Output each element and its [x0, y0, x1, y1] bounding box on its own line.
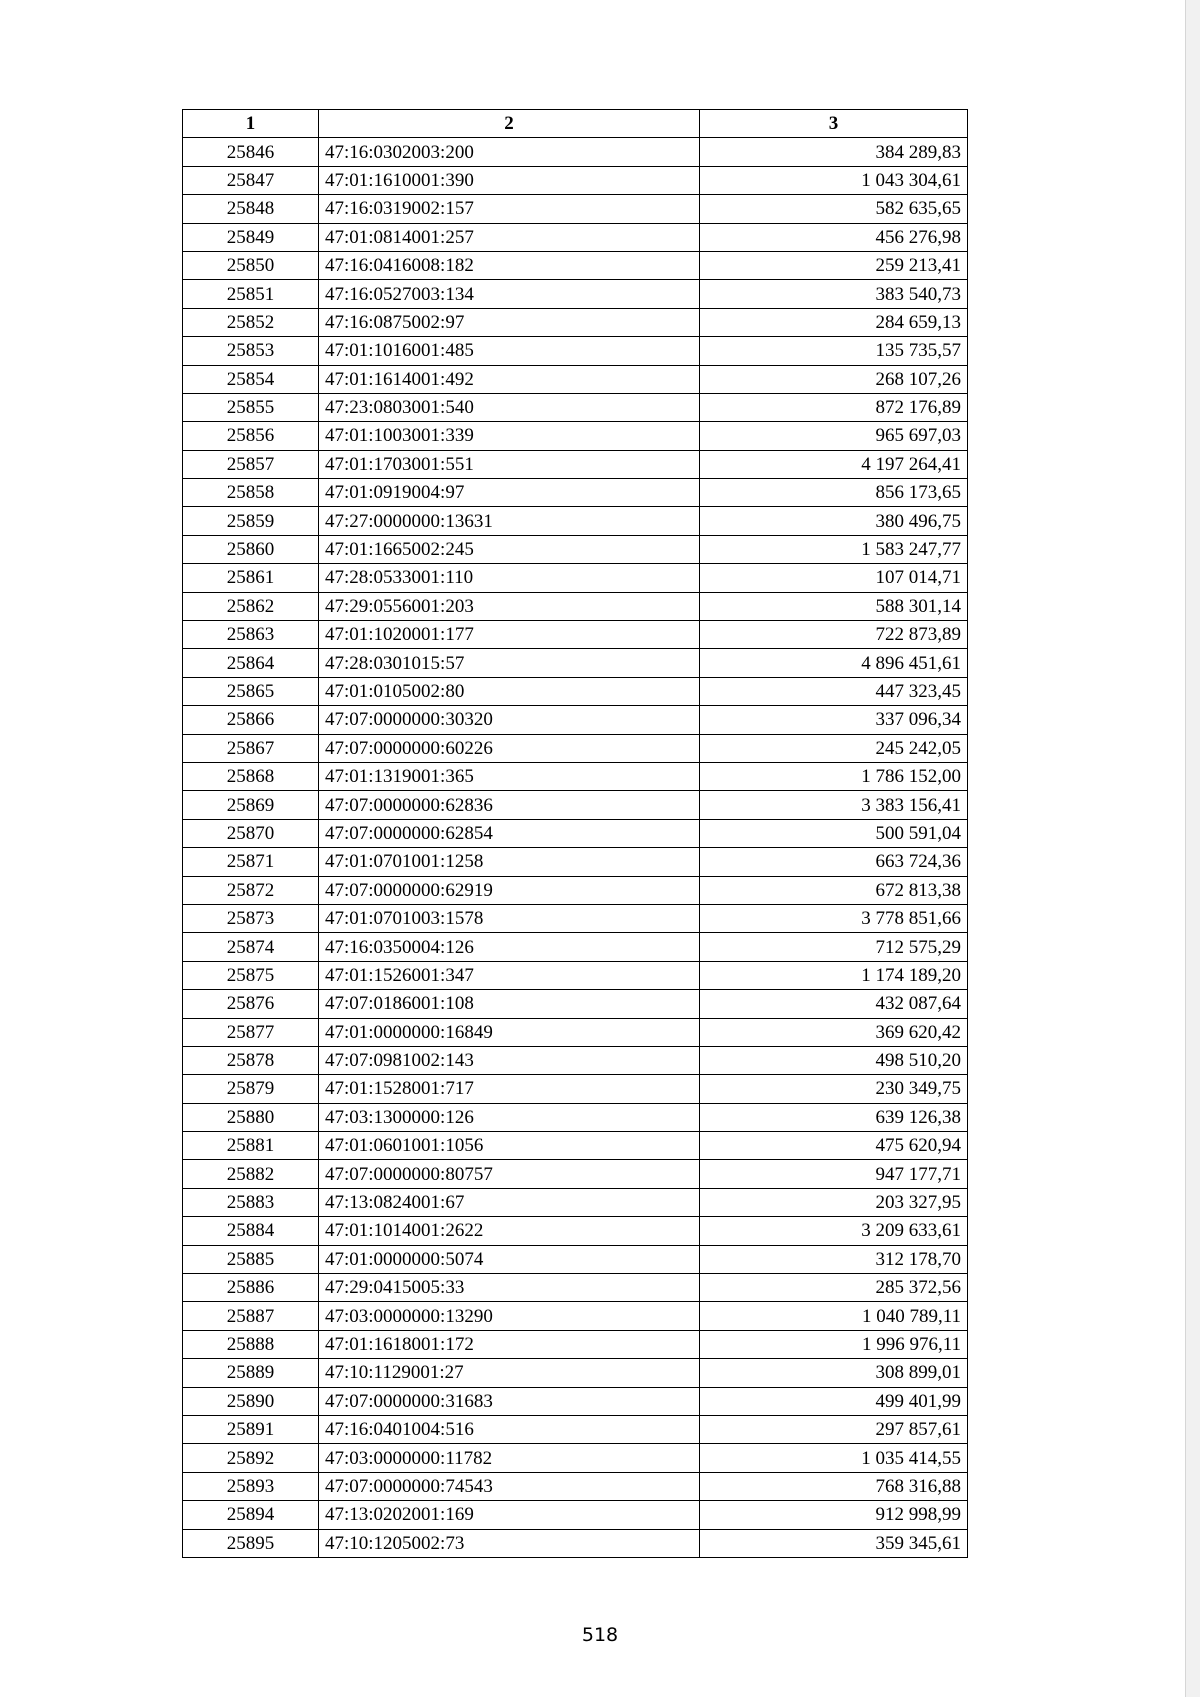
row-number-cell: 25880: [183, 1103, 319, 1131]
table-row: [183, 280, 968, 308]
cadastral-number-cell: 47:01:0000000:16849: [319, 1018, 700, 1046]
cadastral-number-cell: 47:01:1319001:365: [319, 762, 700, 790]
cadastral-number-cell: 47:01:1003001:339: [319, 422, 700, 450]
table-row: [183, 365, 968, 393]
row-number-cell: 25889: [183, 1359, 319, 1387]
table-row: [183, 1501, 968, 1529]
value-cell: 588 301,14: [700, 592, 968, 620]
value-cell: 285 372,56: [700, 1274, 968, 1302]
value-cell: 245 242,05: [700, 734, 968, 762]
table-row: [183, 223, 968, 251]
value-cell: 872 176,89: [700, 393, 968, 421]
cadastral-number-cell: 47:07:0000000:74543: [319, 1472, 700, 1500]
row-number-cell: 25854: [183, 365, 319, 393]
table-row: [183, 1046, 968, 1074]
table-row: [183, 195, 968, 223]
table-row: [183, 819, 968, 847]
table-body: [183, 138, 968, 1558]
row-number-cell: 25858: [183, 479, 319, 507]
cadastral-number-cell: 47:13:0202001:169: [319, 1501, 700, 1529]
row-number-cell: 25848: [183, 195, 319, 223]
row-number-cell: 25891: [183, 1415, 319, 1443]
value-cell: 3 383 156,41: [700, 791, 968, 819]
value-cell: 582 635,65: [700, 195, 968, 223]
row-number-cell: 25874: [183, 933, 319, 961]
cadastral-number-cell: 47:01:1610001:390: [319, 166, 700, 194]
value-cell: 3 778 851,66: [700, 904, 968, 932]
row-number-cell: 25865: [183, 677, 319, 705]
value-cell: 1 040 789,11: [700, 1302, 968, 1330]
table-row: [183, 649, 968, 677]
page-edge: [1185, 0, 1200, 1697]
value-cell: 1 035 414,55: [700, 1444, 968, 1472]
row-number-cell: 25868: [183, 762, 319, 790]
cadastral-number-cell: 47:07:0000000:62919: [319, 876, 700, 904]
cadastral-number-cell: 47:01:1528001:717: [319, 1075, 700, 1103]
cadastral-number-cell: 47:03:0000000:11782: [319, 1444, 700, 1472]
column-header-3: 3: [700, 110, 968, 138]
row-number-cell: 25849: [183, 223, 319, 251]
cadastral-number-cell: 47:07:0000000:62836: [319, 791, 700, 819]
cadastral-number-cell: 47:16:0319002:157: [319, 195, 700, 223]
cadastral-number-cell: 47:03:0000000:13290: [319, 1302, 700, 1330]
cadastral-number-cell: 47:07:0981002:143: [319, 1046, 700, 1074]
table-row: [183, 933, 968, 961]
value-cell: 856 173,65: [700, 479, 968, 507]
row-number-cell: 25872: [183, 876, 319, 904]
value-cell: 3 209 633,61: [700, 1217, 968, 1245]
value-cell: 722 873,89: [700, 621, 968, 649]
table-row: [183, 961, 968, 989]
cadastral-number-cell: 47:01:0000000:5074: [319, 1245, 700, 1273]
cadastral-number-cell: 47:16:0416008:182: [319, 251, 700, 279]
row-number-cell: 25879: [183, 1075, 319, 1103]
value-cell: 1 174 189,20: [700, 961, 968, 989]
cadastral-number-cell: 47:01:1614001:492: [319, 365, 700, 393]
row-number-cell: 25850: [183, 251, 319, 279]
value-cell: 107 014,71: [700, 564, 968, 592]
row-number-cell: 25893: [183, 1472, 319, 1500]
cadastral-number-cell: 47:07:0186001:108: [319, 990, 700, 1018]
row-number-cell: 25885: [183, 1245, 319, 1273]
data-table: [182, 109, 968, 1558]
table-row: [183, 507, 968, 535]
table-row: [183, 1302, 968, 1330]
value-cell: 359 345,61: [700, 1529, 968, 1557]
cadastral-number-cell: 47:10:1205002:73: [319, 1529, 700, 1557]
value-cell: 297 857,61: [700, 1415, 968, 1443]
value-cell: 965 697,03: [700, 422, 968, 450]
value-cell: 259 213,41: [700, 251, 968, 279]
cadastral-number-cell: 47:29:0415005:33: [319, 1274, 700, 1302]
cadastral-number-cell: 47:01:1016001:485: [319, 337, 700, 365]
value-cell: 639 126,38: [700, 1103, 968, 1131]
table-row: [183, 621, 968, 649]
row-number-cell: 25846: [183, 138, 319, 166]
row-number-cell: 25857: [183, 450, 319, 478]
row-number-cell: 25867: [183, 734, 319, 762]
table-row: [183, 1472, 968, 1500]
cadastral-number-cell: 47:01:1703001:551: [319, 450, 700, 478]
value-cell: 1 583 247,77: [700, 535, 968, 563]
cadastral-number-cell: 47:03:1300000:126: [319, 1103, 700, 1131]
row-number-cell: 25847: [183, 166, 319, 194]
table-row: [183, 791, 968, 819]
table-row: [183, 848, 968, 876]
row-number-cell: 25882: [183, 1160, 319, 1188]
cadastral-number-cell: 47:01:0919004:97: [319, 479, 700, 507]
table-row: [183, 1245, 968, 1273]
cadastral-number-cell: 47:16:0302003:200: [319, 138, 700, 166]
table-row: [183, 1330, 968, 1358]
table-row: [183, 876, 968, 904]
row-number-cell: 25888: [183, 1330, 319, 1358]
table-row: [183, 1132, 968, 1160]
table-row: [183, 1359, 968, 1387]
value-cell: 230 349,75: [700, 1075, 968, 1103]
row-number-cell: 25873: [183, 904, 319, 932]
table-row: [183, 422, 968, 450]
row-number-cell: 25884: [183, 1217, 319, 1245]
row-number-cell: 25860: [183, 535, 319, 563]
row-number-cell: 25881: [183, 1132, 319, 1160]
value-cell: 4 896 451,61: [700, 649, 968, 677]
table-row: [183, 166, 968, 194]
value-cell: 1 043 304,61: [700, 166, 968, 194]
value-cell: 456 276,98: [700, 223, 968, 251]
table-row: [183, 706, 968, 734]
cadastral-number-cell: 47:07:0000000:60226: [319, 734, 700, 762]
table-row: [183, 677, 968, 705]
value-cell: 475 620,94: [700, 1132, 968, 1160]
row-number-cell: 25892: [183, 1444, 319, 1472]
value-cell: 284 659,13: [700, 308, 968, 336]
table-row: [183, 1075, 968, 1103]
table-row: [183, 1160, 968, 1188]
cadastral-number-cell: 47:16:0875002:97: [319, 308, 700, 336]
row-number-cell: 25856: [183, 422, 319, 450]
cadastral-number-cell: 47:13:0824001:67: [319, 1188, 700, 1216]
row-number-cell: 25863: [183, 621, 319, 649]
cadastral-number-cell: 47:10:1129001:27: [319, 1359, 700, 1387]
cadastral-number-cell: 47:07:0000000:80757: [319, 1160, 700, 1188]
cadastral-number-cell: 47:01:1020001:177: [319, 621, 700, 649]
cadastral-number-cell: 47:27:0000000:13631: [319, 507, 700, 535]
cadastral-number-cell: 47:01:0701003:1578: [319, 904, 700, 932]
row-number-cell: 25855: [183, 393, 319, 421]
row-number-cell: 25894: [183, 1501, 319, 1529]
row-number-cell: 25878: [183, 1046, 319, 1074]
table-row: [183, 734, 968, 762]
table-row: [183, 1274, 968, 1302]
page-number: 518: [581, 1624, 619, 1646]
value-cell: 308 899,01: [700, 1359, 968, 1387]
row-number-cell: 25886: [183, 1274, 319, 1302]
table-row: [183, 337, 968, 365]
table-row: [183, 308, 968, 336]
table-row: [183, 479, 968, 507]
row-number-cell: 25861: [183, 564, 319, 592]
cadastral-number-cell: 47:01:1014001:2622: [319, 1217, 700, 1245]
value-cell: 384 289,83: [700, 138, 968, 166]
table-row: [183, 762, 968, 790]
cadastral-number-cell: 47:23:0803001:540: [319, 393, 700, 421]
value-cell: 4 197 264,41: [700, 450, 968, 478]
table-row: [183, 535, 968, 563]
value-cell: 312 178,70: [700, 1245, 968, 1273]
row-number-cell: 25862: [183, 592, 319, 620]
table-row: [183, 450, 968, 478]
row-number-cell: 25887: [183, 1302, 319, 1330]
table-row: [183, 564, 968, 592]
cadastral-number-cell: 47:29:0556001:203: [319, 592, 700, 620]
row-number-cell: 25859: [183, 507, 319, 535]
cadastral-number-cell: 47:28:0301015:57: [319, 649, 700, 677]
row-number-cell: 25883: [183, 1188, 319, 1216]
table-row: [183, 1415, 968, 1443]
column-header-1: 1: [183, 110, 319, 138]
cadastral-number-cell: 47:01:1665002:245: [319, 535, 700, 563]
value-cell: 432 087,64: [700, 990, 968, 1018]
row-number-cell: 25877: [183, 1018, 319, 1046]
value-cell: 500 591,04: [700, 819, 968, 847]
row-number-cell: 25895: [183, 1529, 319, 1557]
table-row: [183, 592, 968, 620]
cadastral-number-cell: 47:01:0105002:80: [319, 677, 700, 705]
table-row: [183, 904, 968, 932]
row-number-cell: 25890: [183, 1387, 319, 1415]
value-cell: 663 724,36: [700, 848, 968, 876]
value-cell: 268 107,26: [700, 365, 968, 393]
cadastral-number-cell: 47:16:0401004:516: [319, 1415, 700, 1443]
header-row: [183, 110, 968, 138]
value-cell: 1 996 976,11: [700, 1330, 968, 1358]
value-cell: 369 620,42: [700, 1018, 968, 1046]
value-cell: 912 998,99: [700, 1501, 968, 1529]
row-number-cell: 25852: [183, 308, 319, 336]
value-cell: 447 323,45: [700, 677, 968, 705]
value-cell: 498 510,20: [700, 1046, 968, 1074]
value-cell: 499 401,99: [700, 1387, 968, 1415]
value-cell: 380 496,75: [700, 507, 968, 535]
cadastral-number-cell: 47:01:1618001:172: [319, 1330, 700, 1358]
cadastral-number-cell: 47:07:0000000:30320: [319, 706, 700, 734]
table-row: [183, 1387, 968, 1415]
row-number-cell: 25864: [183, 649, 319, 677]
row-number-cell: 25853: [183, 337, 319, 365]
value-cell: 383 540,73: [700, 280, 968, 308]
value-cell: 768 316,88: [700, 1472, 968, 1500]
value-cell: 337 096,34: [700, 706, 968, 734]
table-row: [183, 1018, 968, 1046]
table-row: [183, 1103, 968, 1131]
cadastral-number-cell: 47:01:0601001:1056: [319, 1132, 700, 1160]
cadastral-number-cell: 47:01:0701001:1258: [319, 848, 700, 876]
table-row: [183, 1444, 968, 1472]
cadastral-number-cell: 47:07:0000000:62854: [319, 819, 700, 847]
table-header: [183, 110, 968, 138]
table-row: [183, 1529, 968, 1557]
row-number-cell: 25866: [183, 706, 319, 734]
row-number-cell: 25870: [183, 819, 319, 847]
table-row: [183, 393, 968, 421]
cadastral-number-cell: 47:28:0533001:110: [319, 564, 700, 592]
row-number-cell: 25875: [183, 961, 319, 989]
cadastral-number-cell: 47:01:1526001:347: [319, 961, 700, 989]
value-cell: 712 575,29: [700, 933, 968, 961]
value-cell: 135 735,57: [700, 337, 968, 365]
table-row: [183, 1188, 968, 1216]
row-number-cell: 25876: [183, 990, 319, 1018]
table-row: [183, 990, 968, 1018]
row-number-cell: 25871: [183, 848, 319, 876]
cadastral-number-cell: 47:16:0527003:134: [319, 280, 700, 308]
value-cell: 1 786 152,00: [700, 762, 968, 790]
cadastral-number-cell: 47:07:0000000:31683: [319, 1387, 700, 1415]
cadastral-number-cell: 47:16:0350004:126: [319, 933, 700, 961]
row-number-cell: 25851: [183, 280, 319, 308]
value-cell: 947 177,71: [700, 1160, 968, 1188]
table-row: [183, 251, 968, 279]
row-number-cell: 25869: [183, 791, 319, 819]
value-cell: 203 327,95: [700, 1188, 968, 1216]
table-row: [183, 138, 968, 166]
value-cell: 672 813,38: [700, 876, 968, 904]
table-row: [183, 1217, 968, 1245]
cadastral-number-cell: 47:01:0814001:257: [319, 223, 700, 251]
column-header-2: 2: [319, 110, 700, 138]
